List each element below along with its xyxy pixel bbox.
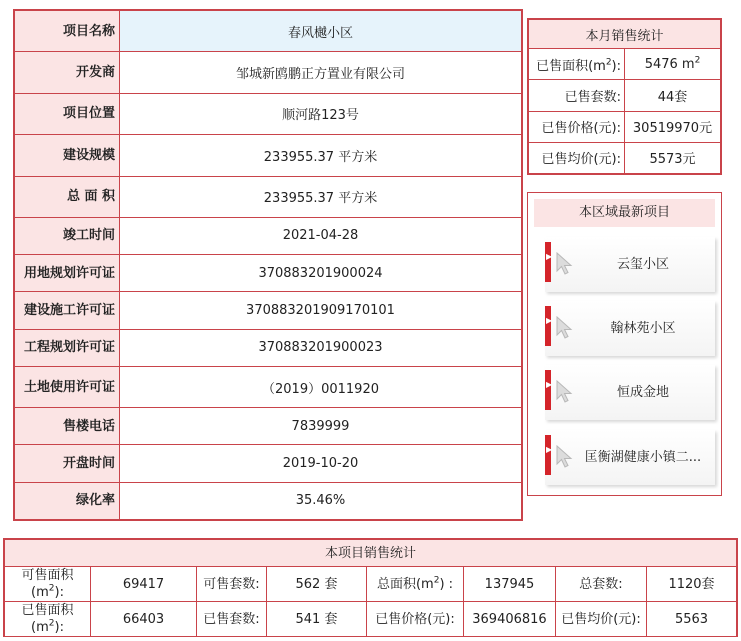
info-value: 春风樾小区	[120, 11, 522, 52]
info-value: 顺河路123号	[120, 93, 522, 134]
sold-avg-value: 5563	[647, 602, 737, 637]
red-marker-icon	[545, 370, 551, 410]
project-sales-title: 本项目销售统计	[5, 540, 737, 567]
info-label: 总 面 积	[15, 176, 120, 217]
latest-project-name: 云玺小区	[616, 257, 669, 272]
info-row	[15, 329, 522, 366]
info-row	[15, 292, 522, 329]
info-row	[15, 255, 522, 292]
info-row	[15, 135, 522, 176]
monthly-sold-price-value: 30519970元	[625, 111, 721, 142]
info-label: 绿化率	[15, 482, 120, 519]
cursor-arrow-icon	[555, 315, 575, 341]
info-label: 项目位置	[15, 93, 120, 134]
available-area-label: 可售面积 $(m^2)$:	[5, 567, 91, 602]
info-label: 项目名称	[15, 11, 120, 52]
sold-area-value: 66403	[91, 602, 197, 637]
info-label: 建设规模	[15, 135, 120, 176]
sold-price-value: 369406816	[464, 602, 556, 637]
available-area-value: 69417	[91, 567, 197, 602]
info-label: 售楼电话	[15, 408, 120, 445]
red-marker-icon	[545, 435, 551, 475]
monthly-sold-area-label: 已售面积$(m^2)$:	[529, 49, 625, 80]
play-arrow-icon: ▶	[546, 316, 553, 325]
monthly-sales-title: 本月销售统计	[529, 20, 721, 49]
total-units-value: 1120套	[647, 567, 737, 602]
latest-projects-panel	[527, 192, 722, 496]
info-label: 用地规划许可证	[15, 255, 120, 292]
info-row	[15, 408, 522, 445]
info-row	[15, 176, 522, 217]
sold-avg-label: 已售均价(元):	[556, 602, 647, 637]
info-value: 2021-04-28	[120, 217, 522, 254]
info-value: 35.46%	[120, 482, 522, 519]
info-row	[15, 366, 522, 407]
project-info-table	[13, 9, 523, 521]
cursor-arrow-icon	[555, 444, 575, 470]
info-row	[15, 482, 522, 519]
info-value: 7839999	[120, 408, 522, 445]
monthly-sales-panel	[527, 18, 722, 175]
info-value: 邹城新鸥鹏正方置业有限公司	[120, 52, 522, 93]
info-label: 开盘时间	[15, 445, 120, 482]
project-sales-table	[3, 538, 738, 637]
monthly-sold-units-value: 44套	[625, 80, 721, 111]
monthly-sold-price-label: 已售价格(元):	[529, 111, 625, 142]
cursor-arrow-icon	[555, 379, 575, 405]
info-row	[15, 93, 522, 134]
play-arrow-icon: ▶	[546, 445, 553, 454]
sold-units-value: 541 套	[267, 602, 367, 637]
cursor-arrow-icon	[555, 251, 575, 277]
monthly-sold-units-label: 已售套数:	[529, 80, 625, 111]
info-value: （2019）0011920	[120, 366, 522, 407]
info-value: 233955.37 平方米	[120, 176, 522, 217]
latest-project-link[interactable]	[545, 430, 715, 485]
play-arrow-icon: ▶	[546, 252, 553, 261]
sold-price-label: 已售价格(元):	[367, 602, 464, 637]
info-value: 370883201900024	[120, 255, 522, 292]
play-arrow-icon: ▶	[546, 380, 553, 389]
latest-project-link[interactable]	[545, 365, 715, 420]
available-units-label: 可售套数:	[197, 567, 267, 602]
info-row	[15, 11, 522, 52]
info-value: 2019-10-20	[120, 445, 522, 482]
info-value: 370883201900023	[120, 329, 522, 366]
monthly-avg-price-value: 5573元	[625, 142, 721, 173]
available-units-value: 562 套	[267, 567, 367, 602]
total-area-value: 137945	[464, 567, 556, 602]
monthly-sold-area-value: 5476 $m^2$	[625, 49, 721, 80]
info-row	[15, 52, 522, 93]
info-label: 竣工时间	[15, 217, 120, 254]
red-marker-icon	[545, 242, 551, 282]
info-row	[15, 445, 522, 482]
monthly-avg-price-label: 已售均价(元):	[529, 142, 625, 173]
sold-area-label: 已售面积 $(m^2)$:	[5, 602, 91, 637]
info-label: 开发商	[15, 52, 120, 93]
latest-project-name: 恒成金地	[616, 385, 669, 400]
total-area-label: 总面积$(m^2)$ :	[367, 567, 464, 602]
sold-units-label: 已售套数:	[197, 602, 267, 637]
info-label: 土地使用许可证	[15, 366, 120, 407]
latest-project-name: 翰林苑小区	[610, 321, 676, 336]
latest-project-link[interactable]	[545, 237, 715, 292]
info-value: 370883201909170101	[120, 292, 522, 329]
latest-projects-title: 本区域最新项目	[534, 199, 715, 227]
info-label: 工程规划许可证	[15, 329, 120, 366]
info-value: 233955.37 平方米	[120, 135, 522, 176]
latest-project-name: 匡衡湖健康小镇二...	[584, 450, 702, 465]
latest-project-link[interactable]	[545, 301, 715, 356]
red-marker-icon	[545, 306, 551, 346]
info-row	[15, 217, 522, 254]
info-label: 建设施工许可证	[15, 292, 120, 329]
total-units-label: 总套数:	[556, 567, 647, 602]
